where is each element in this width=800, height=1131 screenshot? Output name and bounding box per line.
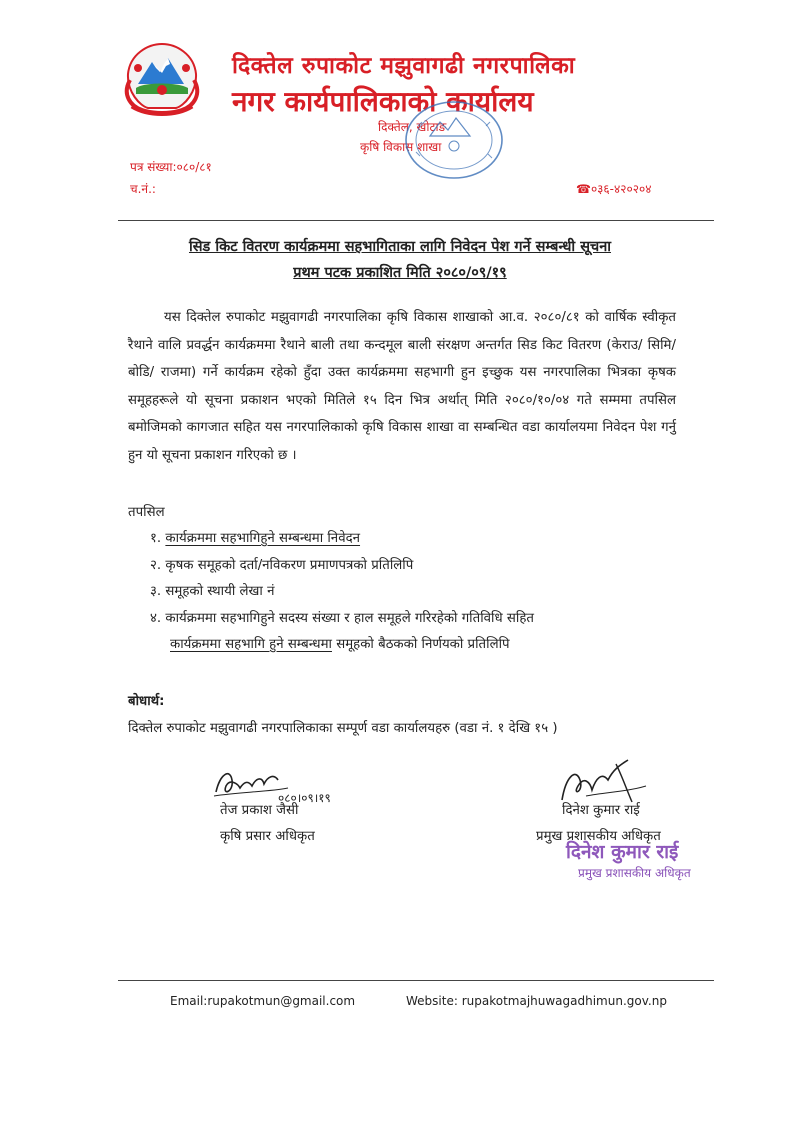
role-stamp: प्रमुख प्रशासकीय अधिकृत xyxy=(578,866,691,880)
list-item-text: समूहको बैठकको निर्णयको प्रतिलिपि xyxy=(336,637,510,652)
footer-email: Email:rupakotmun@gmail.com xyxy=(170,994,356,1008)
office-round-stamp-icon xyxy=(400,96,510,184)
published-date: प्रथम पटक प्रकाशित मिति २०८०/०९/१९ xyxy=(293,265,507,281)
list-item: २. कृषक समूहको दर्ता/नविकरण प्रमाणपत्रको प्रतिलिपि xyxy=(150,557,414,573)
header-divider xyxy=(118,220,714,221)
list-item: ३. समूहको स्थायी लेखा नं xyxy=(150,584,275,599)
office-section: कृषि विकास शाखा xyxy=(360,140,442,154)
list-item-text: कार्यक्रममा सहभागिहुने सम्बन्धमा निवेदन xyxy=(165,531,361,546)
left-signatory-name: तेज प्रकाश जैसी xyxy=(220,803,299,818)
left-signatory-role: कृषि प्रसार अधिकृत xyxy=(220,829,315,844)
letter-reference-number: पत्र संख्या:०८०/८१ xyxy=(130,160,212,174)
list-item-text: कृषक समूहको दर्ता/नविकरण प्रमाणपत्रको प्रतिलिपि xyxy=(165,557,414,573)
nepal-emblem-icon xyxy=(118,40,206,118)
list-item-text: कार्यक्रममा सहभागिहुने सदस्य संख्या र हाल समूहले गरिरहेको गतिविधि सहित xyxy=(165,610,534,626)
dispatch-number: च.नं.: xyxy=(130,182,156,196)
list-item-continuation xyxy=(150,632,690,659)
footer-divider xyxy=(118,980,714,981)
bodhartha-text: दिक्तेल रुपाकोट मझुवागढी नगरपालिकाका सम्पूर्ण वडा कार्यालयहरु (वडा नं. १ देखि १५ ) xyxy=(128,721,558,736)
list-item-text: समूहको स्थायी लेखा नं xyxy=(165,584,275,599)
name-stamp: दिनेश कुमार राई xyxy=(566,841,679,863)
tapasil-heading: तपसिल xyxy=(128,505,165,520)
office-name: नगर कार्यपालिकाको कार्यालय xyxy=(232,85,534,118)
list-item: १. कार्यक्रममा सहभागिहुने सम्बन्धमा निवेदन xyxy=(150,531,361,546)
right-signatory-name: दिनेश कुमार राई xyxy=(562,803,640,818)
notice-body: यस दिक्तेल रुपाकोट मझुवागढी नगरपालिका कृषि विकास शाखाको आ.व. २०८०/८१ को वार्षिक स्वीकृत रैथाने वालि प्रवर्द्धन कार्यक्रममा रैथाने बाली तथा कन्दमूल बाली संरक्षण अन्तर्गत सिड किट वितरण (केराउ/ सिमि/ बोडि/ राजमा) गर्ने कार्यक्रम रहेको हुँदा उक्त कार्यक्रममा सहभागी हुन इच्छुक यस नगरपालिका भित्रका कृषक समूहहरूले यो सूचना प्रकाशन भएको मितिले १५ दिन भित्र अर्थात् मिति २०८०/१०/०४ गते सम्ममा तपसिल बमोजिमको कागजात सहित यस नगरपालिकाको कृषि विकास शाखा वा सम्बन्धित वडा कार्यालयमा निवेदन पेश गर्नु हुन यो सूचना प्रकाशन गरिएको छ । xyxy=(128,310,676,463)
svg-text:०८०।०९।१९: ०८०।०९।१९ xyxy=(278,791,331,805)
municipality-name: दिक्तेल रुपाकोट मझुवागढी नगरपालिका xyxy=(232,53,576,79)
phone-number: ☎०३६-४२०२०४ xyxy=(576,182,652,196)
list-item-underlined-text: कार्यक्रममा सहभागि हुने सम्बन्धमा xyxy=(170,637,332,652)
tapasil-list xyxy=(150,526,690,659)
footer-website: Website: rupakotmajhuwagadhimun.gov.np xyxy=(406,994,667,1008)
notice-title: सिड किट वितरण कार्यक्रममा सहभागिताका लागि निवेदन पेश गर्ने सम्बन्धी सूचना xyxy=(188,239,612,255)
list-item: ४. कार्यक्रममा सहभागिहुने सदस्य संख्या र हाल समूहले गरिरहेको गतिविधि सहित xyxy=(150,610,534,626)
right-signatory-role: प्रमुख प्रशासकीय अधिकृत xyxy=(536,829,661,844)
bodhartha-heading: बोधार्थ: xyxy=(128,694,165,709)
office-address: दिक्तेल, खोटाङ xyxy=(378,120,447,134)
